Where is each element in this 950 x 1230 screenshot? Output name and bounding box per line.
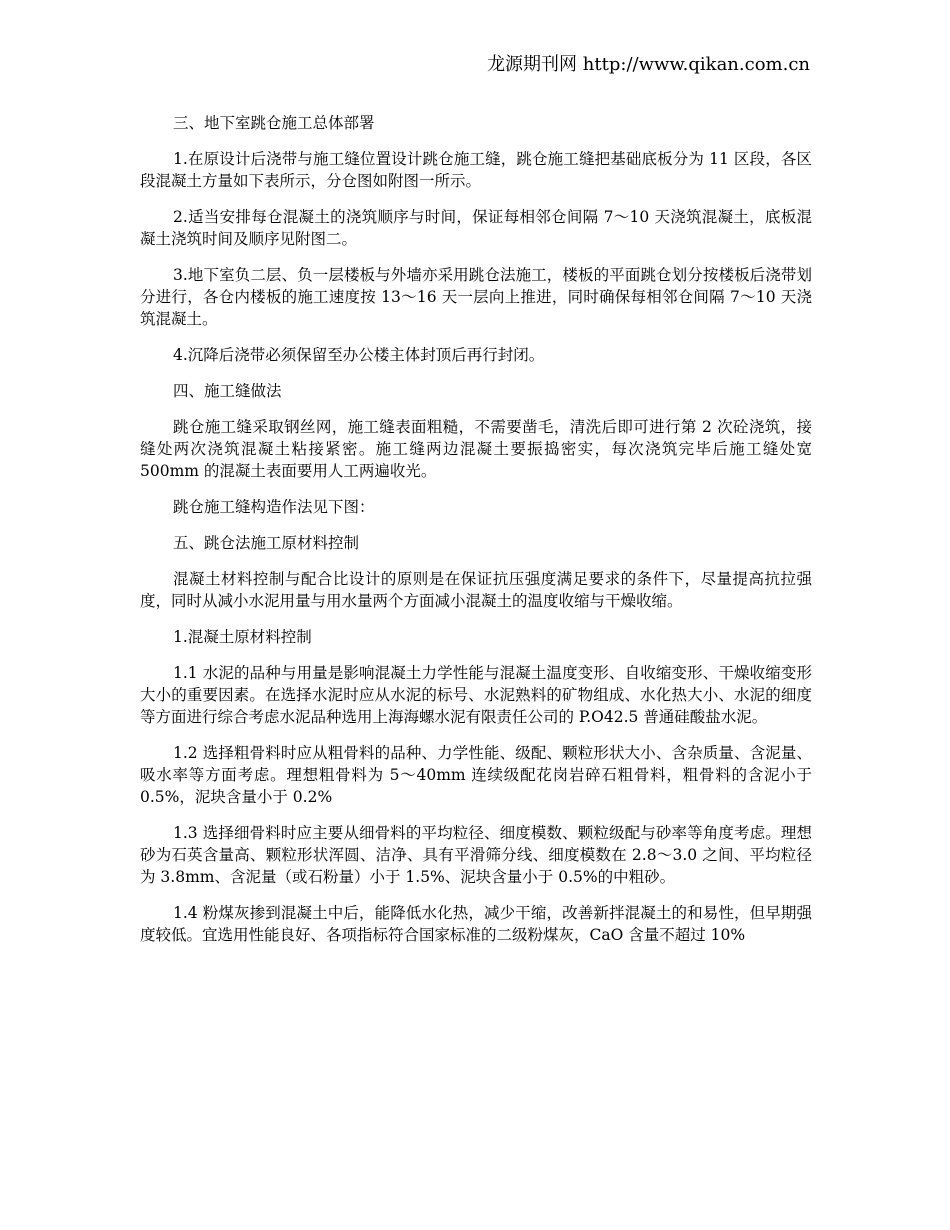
paragraph-fly-ash: 1.4 粉煤灰掺到混凝土中后，能降低水化热，减少干缩，改善新拌混凝土的和易性，但早期强度较低。宜选用性能良好、各项指标符合国家标准的二级粉煤灰，CaO 含量不超过 10% bbox=[140, 904, 812, 944]
paragraph-item-1: 1.在原设计后浇带与施工缝位置设计跳仓施工缝，跳仓施工缝把基础底板分为 11 区段，各区段混凝土方量如下表所示，分仓图如附图一所示。 bbox=[140, 150, 812, 190]
site-name: 龙源期刊网 bbox=[487, 54, 578, 75]
paragraph-material-principle: 混凝土材料控制与配合比设计的原则是在保证抗压强度满足要求的条件下，尽量提高抗拉强度，同时从减小水泥用量与用水量两个方面减小混凝土的温度收缩与干燥收缩。 bbox=[140, 570, 812, 610]
paragraph-fine-aggregate: 1.3 选择细骨料时应主要从细骨料的平均粒径、细度模数、颗粒级配与砂率等角度考虑。理想砂为石英含量高、颗粒形状浑圆、洁净、具有平滑筛分线、细度模数在 2.8～3.0 之间、平均粒径为 3.8mm、含泥量（或石粉量）小于 1.5%、泥块含量小于 0.5%的中粗砂。 bbox=[140, 824, 812, 886]
section-heading-3: 三、地下室跳仓施工总体部署 bbox=[173, 114, 375, 132]
paragraph-cement: 1.1 水泥的品种与用量是影响混凝土力学性能与混凝土温度变形、自收缩变形、干燥收缩变形大小的重要因素。在选择水泥时应从水泥的标号、水泥熟料的矿物组成、水化热大小、水泥的细度等方面进行综合考虑水泥品种选用上海海螺水泥有限责任公司的 P.O42.5 普通硅酸盐水泥。 bbox=[140, 664, 812, 726]
section-heading-5: 五、跳仓法施工原材料控制 bbox=[173, 534, 360, 552]
paragraph-joint-method: 跳仓施工缝采取钢丝网，施工缝表面粗糙，不需要凿毛，清洗后即可进行第 2 次砼浇筑，接缝处两次浇筑混凝土粘接紧密。施工缝两边混凝土要振捣密实，每次浇筑完毕后施工缝处宽 500mm 的混凝土表面要用人工两遍收光。 bbox=[140, 418, 812, 480]
paragraph-joint-figure-ref: 跳仓施工缝构造作法见下图： bbox=[173, 498, 375, 516]
paragraph-coarse-aggregate: 1.2 选择粗骨料时应从粗骨料的品种、力学性能、级配、颗粒形状大小、含杂质量、含泥量、吸水率等方面考虑。理想粗骨料为 5～40mm 连续级配花岗岩碎石粗骨料，粗骨料的含泥小于 0.5%，泥块含量小于 0.2% bbox=[140, 744, 812, 806]
section-heading-4: 四、施工缝做法 bbox=[173, 382, 282, 400]
paragraph-item-3: 3.地下室负二层、负一层楼板与外墙亦采用跳仓法施工，楼板的平面跳仓划分按楼板后浇带划分进行，各仓内楼板的施工速度按 13～16 天一层向上推进，同时确保每相邻仓间隔 7～10 天浇筑混凝土。 bbox=[140, 266, 812, 328]
subsection-heading-1: 1.混凝土原材料控制 bbox=[173, 628, 312, 646]
paragraph-item-4: 4.沉降后浇带必须保留至办公楼主体封顶后再行封闭。 bbox=[173, 346, 545, 364]
article-body bbox=[140, 112, 812, 960]
page-header bbox=[487, 53, 810, 77]
paragraph-item-2: 2.适当安排每仓混凝土的浇筑顺序与时间，保证每相邻仓间隔 7～10 天浇筑混凝土，底板混凝土浇筑时间及顺序见附图二。 bbox=[140, 208, 812, 248]
site-url: http://www.qikan.com.cn bbox=[582, 54, 810, 75]
